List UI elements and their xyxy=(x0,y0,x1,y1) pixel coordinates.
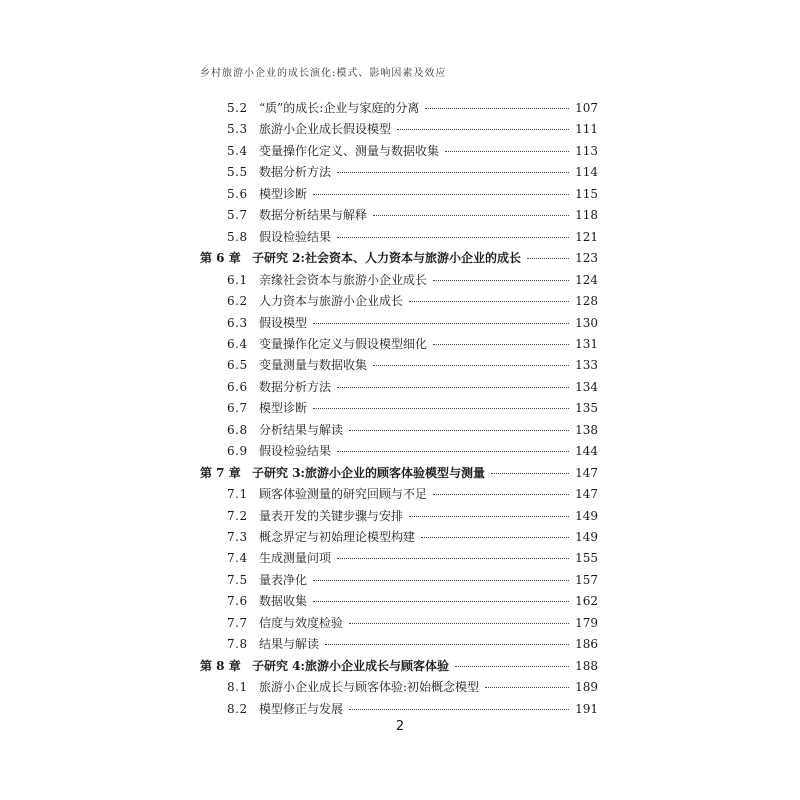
dot-leader xyxy=(455,666,569,667)
entry-number: 7.8 xyxy=(227,637,248,652)
entry-title: 数据收集 xyxy=(259,594,308,609)
entry-number: 5.8 xyxy=(227,229,248,244)
entry-title: 子研究 2:社会资本、人力资本与旅游小企业的成长 xyxy=(252,251,521,266)
entry-number: 7.6 xyxy=(227,594,248,609)
toc-section-entry xyxy=(227,677,598,697)
dot-leader xyxy=(349,709,569,710)
dot-leader xyxy=(313,194,569,195)
entry-title: 模型诊断 xyxy=(259,186,308,201)
entry-page-number: 130 xyxy=(575,315,598,330)
dot-leader xyxy=(373,365,569,366)
dot-leader xyxy=(313,323,569,324)
toc-section-entry xyxy=(227,141,598,161)
entry-number: 7.2 xyxy=(227,508,248,523)
entry-page-number: 128 xyxy=(575,294,598,309)
toc-section-entry xyxy=(227,98,598,118)
entry-title: 变量操作化定义、测量与数据收集 xyxy=(259,143,440,158)
entry-number: 第 7 章 xyxy=(200,465,241,480)
entry-page-number: 118 xyxy=(575,208,598,223)
entry-number: 8.1 xyxy=(227,680,248,695)
dot-leader xyxy=(409,516,569,517)
entry-title: 变量测量与数据收集 xyxy=(259,358,368,373)
dot-leader xyxy=(337,387,569,388)
entry-title: 分析结果与解读 xyxy=(259,422,344,437)
entry-page-number: 147 xyxy=(575,465,598,480)
toc-chapter-entry xyxy=(200,463,598,483)
dot-leader xyxy=(313,580,569,581)
entry-page-number: 114 xyxy=(575,165,598,180)
toc-section-entry xyxy=(227,570,598,590)
toc-chapter-entry xyxy=(200,656,598,676)
entry-number: 第 6 章 xyxy=(200,251,241,266)
running-header: 乡村旅游小企业的成长演化:模式、影响因素及效应 xyxy=(200,68,447,79)
entry-title: 旅游小企业成长与顾客体验:初始概念模型 xyxy=(259,680,480,695)
dot-leader xyxy=(485,687,569,688)
toc-section-entry xyxy=(227,634,598,654)
entry-title: 假设模型 xyxy=(259,315,308,330)
entry-page-number: 144 xyxy=(575,444,598,459)
dot-leader xyxy=(313,601,569,602)
dot-leader xyxy=(337,237,569,238)
entry-page-number: 191 xyxy=(575,701,598,716)
entry-number: 6.7 xyxy=(227,401,248,416)
dot-leader xyxy=(349,623,569,624)
entry-title: 变量操作化定义与假设模型细化 xyxy=(259,336,428,351)
entry-page-number: 138 xyxy=(575,422,598,437)
entry-number: 5.3 xyxy=(227,122,248,137)
toc-section-entry xyxy=(227,420,598,440)
toc-section-entry xyxy=(227,119,598,139)
entry-title: 生成测量问项 xyxy=(259,551,332,566)
entry-number: 6.4 xyxy=(227,336,248,351)
entry-number: 5.2 xyxy=(227,101,248,115)
entry-page-number: 188 xyxy=(575,658,598,673)
dot-leader xyxy=(337,451,569,452)
dot-leader xyxy=(491,473,569,474)
entry-title: 假设检验结果 xyxy=(259,229,332,244)
entry-page-number: 133 xyxy=(575,358,598,373)
entry-page-number: 186 xyxy=(575,637,598,652)
entry-title: 假设检验结果 xyxy=(259,444,332,459)
dot-leader xyxy=(313,408,569,409)
entry-page-number: 111 xyxy=(575,122,598,137)
toc-section-entry xyxy=(227,205,598,225)
entry-number: 6.2 xyxy=(227,294,248,309)
entry-title: 顾客体验测量的研究回顾与不足 xyxy=(259,487,428,502)
toc-section-entry xyxy=(227,334,598,354)
entry-title: 数据分析方法 xyxy=(259,165,332,180)
entry-number: 7.3 xyxy=(227,530,248,544)
entry-title: 量表净化 xyxy=(259,572,308,587)
entry-title: 数据分析方法 xyxy=(259,379,332,394)
entry-page-number: 131 xyxy=(575,336,598,351)
toc-section-entry xyxy=(227,227,598,247)
dot-leader xyxy=(325,644,569,645)
entry-title: 概念界定与初始理论模型构建 xyxy=(259,530,416,544)
entry-page-number: 189 xyxy=(575,680,598,695)
entry-number: 6.8 xyxy=(227,422,248,437)
entry-page-number: 149 xyxy=(575,508,598,523)
dot-leader xyxy=(337,172,569,173)
dot-leader xyxy=(433,280,569,281)
entry-number: 6.9 xyxy=(227,444,248,459)
dot-leader xyxy=(445,151,569,152)
toc-section-entry xyxy=(227,184,598,204)
toc-section-entry xyxy=(227,270,598,290)
entry-number: 6.6 xyxy=(227,379,248,394)
dot-leader xyxy=(337,558,569,559)
entry-page-number: 124 xyxy=(575,272,598,287)
toc-section-entry xyxy=(227,591,598,611)
entry-page-number: 179 xyxy=(575,615,598,630)
entry-number: 6.3 xyxy=(227,315,248,330)
toc-chapter-entry xyxy=(200,248,598,268)
dot-leader xyxy=(425,108,569,109)
page-number: 2 xyxy=(395,719,405,734)
entry-title: 模型修正与发展 xyxy=(259,701,344,716)
dot-leader xyxy=(433,344,569,345)
toc-section-entry xyxy=(227,398,598,418)
toc-section-entry xyxy=(227,377,598,397)
entry-number: 5.7 xyxy=(227,208,248,223)
entry-title: 量表开发的关键步骤与安排 xyxy=(259,508,404,523)
entry-number: 6.5 xyxy=(227,358,248,373)
dot-leader xyxy=(349,430,569,431)
entry-page-number: 147 xyxy=(575,487,598,502)
entry-number: 8.2 xyxy=(227,701,248,716)
entry-number: 7.4 xyxy=(227,551,248,566)
entry-title: 子研究 4:旅游小企业成长与顾客体验 xyxy=(252,658,449,673)
entry-title: 结果与解读 xyxy=(259,637,320,652)
dot-leader xyxy=(397,129,569,130)
entry-page-number: 134 xyxy=(575,379,598,394)
entry-page-number: 149 xyxy=(575,530,598,544)
toc-section-entry xyxy=(227,506,598,526)
entry-title: 人力资本与旅游小企业成长 xyxy=(259,294,404,309)
entry-number: 7.7 xyxy=(227,615,248,630)
toc-section-entry xyxy=(227,441,598,461)
entry-page-number: 135 xyxy=(575,401,598,416)
toc-section-entry xyxy=(227,291,598,311)
toc-section-entry xyxy=(227,355,598,375)
toc-section-entry xyxy=(227,548,598,568)
entry-page-number: 155 xyxy=(575,551,598,566)
entry-title: 亲缘社会资本与旅游小企业成长 xyxy=(259,272,428,287)
entry-title: 旅游小企业成长假设模型 xyxy=(259,122,392,137)
entry-number: 6.1 xyxy=(227,272,248,287)
entry-page-number: 162 xyxy=(575,594,598,609)
toc-section-entry xyxy=(227,313,598,333)
toc-section-entry xyxy=(227,613,598,633)
entry-title: 子研究 3:旅游小企业的顾客体验模型与测量 xyxy=(252,465,485,480)
entry-title: 模型诊断 xyxy=(259,401,308,416)
entry-page-number: 113 xyxy=(575,143,598,158)
dot-leader xyxy=(527,258,569,259)
entry-title: 信度与效度检验 xyxy=(259,615,344,630)
entry-number: 5.5 xyxy=(227,165,248,180)
entry-number: 7.1 xyxy=(227,487,248,502)
entry-number: 5.6 xyxy=(227,186,248,201)
entry-number: 5.4 xyxy=(227,143,248,158)
entry-number: 第 8 章 xyxy=(200,658,241,673)
dot-leader xyxy=(409,301,569,302)
toc-section-entry xyxy=(227,484,598,504)
toc-section-entry xyxy=(227,527,598,547)
entry-page-number: 123 xyxy=(575,251,598,266)
entry-page-number: 121 xyxy=(575,229,598,244)
entry-title: “质”的成长:企业与家庭的分离 xyxy=(259,101,420,115)
dot-leader xyxy=(373,215,569,216)
entry-title: 数据分析结果与解释 xyxy=(259,208,368,223)
entry-page-number: 107 xyxy=(575,101,598,115)
entry-page-number: 115 xyxy=(575,186,598,201)
dot-leader xyxy=(433,494,569,495)
toc-section-entry xyxy=(227,699,598,719)
entry-number: 7.5 xyxy=(227,572,248,587)
dot-leader xyxy=(421,537,569,538)
toc-section-entry xyxy=(227,162,598,182)
entry-page-number: 157 xyxy=(575,572,598,587)
